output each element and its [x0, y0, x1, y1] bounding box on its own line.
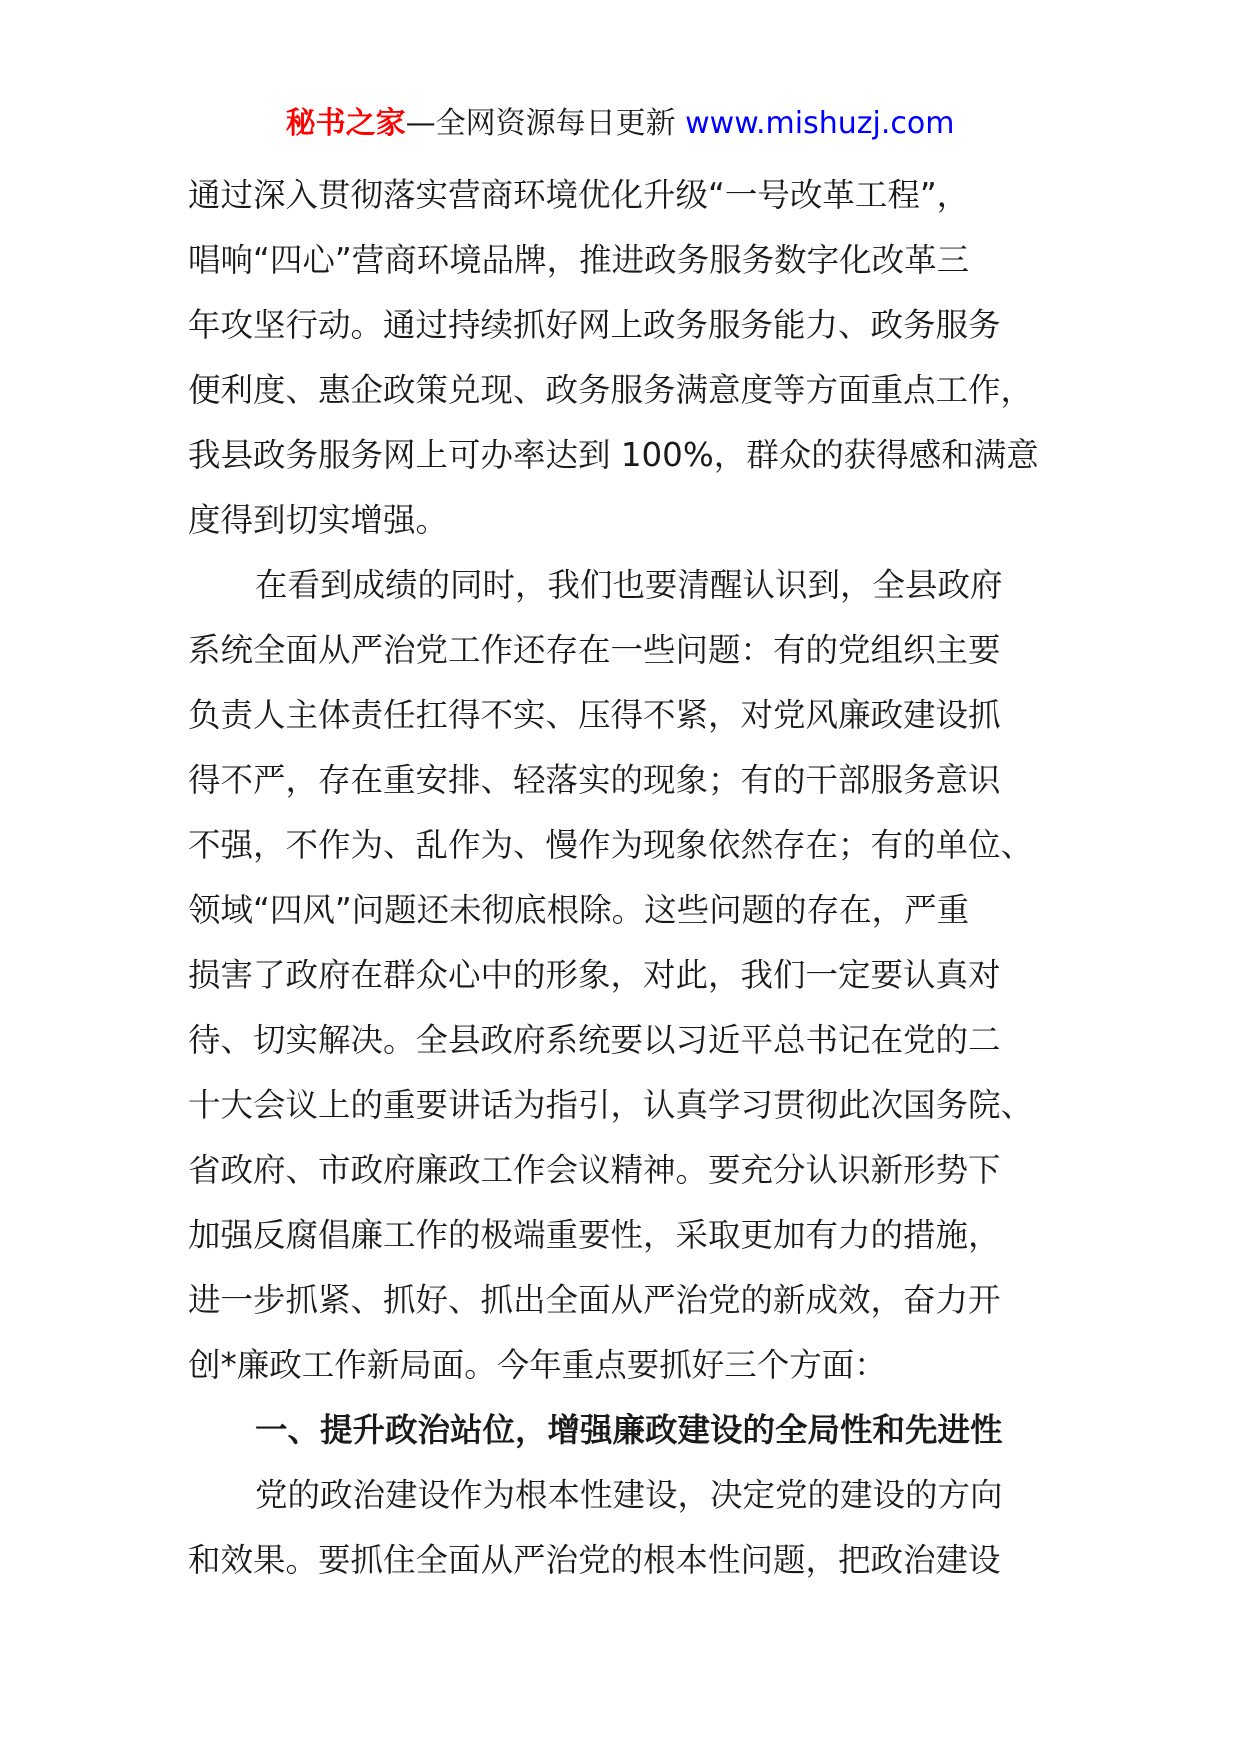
text-line: 我县政务服务网上可办率达到 100%，群众的获得感和满意	[188, 436, 1039, 474]
text-line: 省政府、市政府廉政工作会议精神。要充分认识新形势下	[188, 1151, 1001, 1189]
text-line: 和效果。要抓住全面从严治党的根本性问题，把政治建设	[188, 1541, 1001, 1579]
text-line: 进一步抓紧、抓好、抓出全面从严治党的新成效，奋力开	[188, 1281, 1001, 1319]
text-line: 负责人主体责任扛得不实、压得不紧，对党风廉政建设抓	[188, 696, 1001, 734]
text-line: 度得到切实增强。	[188, 501, 449, 539]
text-line: 年攻坚行动。通过持续抓好网上政务服务能力、政务服务	[188, 306, 1001, 344]
text-line: 损害了政府在群众心中的形象，对此，我们一定要认真对	[188, 956, 1001, 994]
text-line: 不强，不作为、乱作为、慢作为现象依然存在；有的单位、	[188, 826, 1034, 864]
site-header	[0, 102, 1240, 146]
text-line: 创*廉政工作新局面。今年重点要抓好三个方面：	[188, 1346, 887, 1384]
text-line: 便利度、惠企政策兑现、政务服务满意度等方面重点工作，	[188, 371, 1034, 409]
text-line: 得不严，存在重安排、轻落实的现象；有的干部服务意识	[188, 761, 1001, 799]
site-tagline: —全网资源每日更新	[405, 106, 686, 141]
paragraph-start-line: 在看到成绩的同时，我们也要清醒认识到，全县政府	[255, 566, 1003, 604]
text-line: 待、切实解决。全县政府系统要以习近平总书记在党的二	[188, 1021, 1001, 1059]
paragraph-start-line: 党的政治建设作为根本性建设，决定党的建设的方向	[255, 1476, 1003, 1514]
text-line: 唱响“四心”营商环境品牌，推进政务服务数字化改革三	[188, 241, 970, 279]
text-line: 通过深入贯彻落实营商环境优化升级“一号改革工程”，	[188, 176, 970, 214]
section-heading: 一、提升政治站位，增强廉政建设的全局性和先进性	[255, 1411, 1003, 1449]
site-brand: 秘书之家	[285, 106, 406, 141]
text-line: 系统全面从严治党工作还存在一些问题：有的党组织主要	[188, 631, 1001, 669]
site-url-link[interactable]: www.mishuzj.com	[685, 106, 955, 141]
text-line: 领域“四风”问题还未彻底根除。这些问题的存在，严重	[188, 891, 970, 929]
text-line: 十大会议上的重要讲话为指引，认真学习贯彻此次国务院、	[188, 1086, 1034, 1124]
text-line: 加强反腐倡廉工作的极端重要性，采取更加有力的措施，	[188, 1216, 1001, 1254]
document-body	[188, 163, 1058, 1593]
